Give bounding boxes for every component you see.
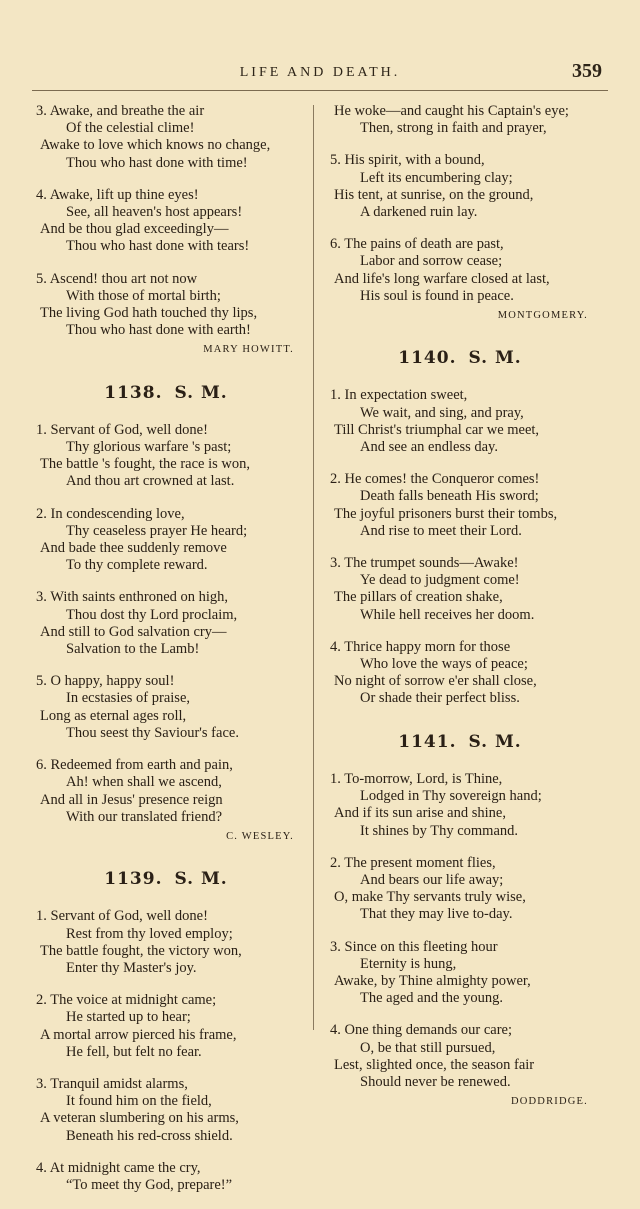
verse-line: 2. He comes! the Conqueror comes! [330,471,540,488]
stanza [32,589,300,658]
hymn-heading [326,731,594,752]
stanza [326,103,594,137]
verse-line: Should never be renewed. [360,1073,511,1090]
hymn-heading [32,871,300,888]
verse-line: The battle fought, the victory won, [40,942,242,959]
verse-line: A darkened ruin lay. [360,204,478,221]
right-column [326,103,594,1116]
verse-line: The living God hath touched thy lips, [40,305,258,322]
hymn-meter: S. M. [174,382,228,403]
verse-line: Left its encumbering clay; [360,169,513,186]
stanza [326,771,594,840]
verse-line: Ah! when shall we ascend, [66,774,222,791]
verse-line: And bears our life away; [360,871,504,888]
verse-line: Labor and sorrow cease; [360,253,503,270]
verse-line: Lodged in Thy sovereign hand; [360,788,542,805]
stanza [32,1160,300,1194]
running-title: LIFE AND DEATH. [239,65,401,80]
verse-line: 1. To-morrow, Lord, is Thine, [330,770,503,787]
verse-line: And bade thee suddenly remove [40,540,227,557]
verse-line: 3. Awake, and breathe the air [36,103,205,119]
verse-line: 5. O happy, happy soul! [36,673,175,690]
verse-line: 4. One thing demands our care; [330,1022,513,1039]
stanza [32,103,300,172]
verse-line: A mortal arrow pierced his frame, [40,1026,237,1043]
verse-line: The joyful prisoners burst their tombs, [334,505,558,522]
verse-line: And thou art crowned at last. [66,473,235,490]
verse-line: 6. The pains of death are past, [330,236,504,253]
stanza [32,673,300,742]
verse-line: And rise to meet their Lord. [360,522,522,539]
verse-line: And life's long warfare closed at last, [334,270,550,287]
verse-line: With our translated friend? [66,808,223,825]
hymn-meter: S. M. [468,348,522,369]
continued-hymn [32,103,300,359]
verse-line: Thou dost thy Lord proclaim, [66,606,238,623]
verse-line: Lest, slighted once, the season fair [334,1056,535,1073]
verse-line: Thy glorious warfare 's past; [66,439,232,456]
hymn-meter: S. M. [174,869,228,890]
hymn-number: 1140. [398,348,457,369]
verse-line: 5. Ascend! thou art not now [36,270,198,287]
verse-line: Long as eternal ages roll, [40,707,187,724]
stanza [32,908,300,977]
verse-line: 4. Awake, lift up thine eyes! [36,186,199,203]
stanza [32,757,300,826]
verse-line: 2. The present moment flies, [330,854,496,871]
verse-line: And see an endless day. [360,439,498,456]
stanza [326,1022,594,1091]
verse-line: Enter thy Master's joy. [66,959,197,976]
verse-line: Then, strong in faith and prayer, [360,120,547,137]
verse-line: With those of mortal birth; [66,287,221,304]
verse-line: Death falls beneath His sword; [360,488,539,505]
stanza [326,387,594,456]
page-header [0,60,640,88]
verse-line: His soul is found in peace. [360,287,514,304]
verse-line: 4. Thrice happy morn for those [330,638,511,655]
hymn-number: 1141. [398,731,457,752]
verse-line: 3. The trumpet sounds—Awake! [330,555,519,572]
stanza [32,506,300,575]
hymn-1138 [32,422,300,845]
stanza [32,271,300,340]
verse-line: Beneath his red-cross shield. [66,1127,233,1144]
verse-line: 3. With saints enthroned on high, [36,589,229,606]
verse-line: And all in Jesus' presence reign [40,791,223,808]
verse-line: To thy complete reward. [66,557,208,574]
verse-line: His tent, at sunrise, on the ground, [334,186,534,203]
verse-line: We wait, and sing, and pray, [360,404,524,421]
verse-line: Rest from thy loved employ; [66,925,233,942]
stanza [326,639,594,708]
verse-line: O, make Thy servants truly wise, [334,889,526,906]
verse-line: 4. At midnight came the cry, [36,1159,201,1176]
verse-line: Ye dead to judgment come! [360,572,520,589]
hymn-number: 1138. [104,382,163,403]
verse-line: Thou who hast done with tears! [66,238,250,255]
hymn-1139 [32,908,300,1194]
verse-line: 6. Redeemed from earth and pain, [36,757,233,774]
column-divider [313,105,314,1030]
stanza [32,187,300,256]
verse-line: And if its sun arise and shine, [334,805,506,822]
stanza [32,1076,300,1145]
left-column [32,103,300,1209]
verse-line: 5. His spirit, with a bound, [330,152,485,169]
verse-line: Of the celestial clime! [66,120,195,137]
verse-line: And still to God salvation cry— [40,623,227,640]
verse-line: And be thou glad exceedingly— [40,221,229,238]
stanza [326,555,594,624]
verse-line: Thy ceaseless prayer He heard; [66,522,248,539]
verse-line: 1. Servant of God, well done! [36,908,208,925]
stanza [326,236,594,305]
author-attribution: C. WESLEY. [226,830,294,842]
hymn-1141 [326,771,594,1110]
verse-line: While hell receives her doom. [360,606,535,623]
hymn-heading [32,382,300,403]
verse-line: 3. Tranquil amidst alarms, [36,1075,188,1092]
verse-line: He fell, but felt no fear. [66,1043,202,1060]
stanza [326,855,594,924]
verse-line: Till Christ's triumphal car we meet, [334,421,540,438]
stanza [32,992,300,1061]
verse-line: Salvation to the Lamb! [66,641,200,658]
verse-line: The battle 's fought, the race is won, [40,456,250,473]
header-rule [32,90,608,91]
verse-line: O, be that still pursued, [360,1039,496,1056]
stanza [326,152,594,221]
verse-line: Awake to love which knows no change, [40,137,271,154]
verse-line: “To meet thy God, prepare!” [66,1176,233,1193]
verse-line: See, all heaven's host appears! [66,204,243,221]
verse-line: That they may live to-day. [360,906,513,923]
stanza [326,471,594,540]
hymn-1140 [326,387,594,707]
verse-line: 2. In condescending love, [36,505,185,522]
verse-line: Thou seest thy Saviour's face. [66,724,239,741]
verse-line: Or shade their perfect bliss. [360,690,520,707]
verse-line: Who love the ways of peace; [360,656,528,673]
verse-line: 1. In expectation sweet, [330,387,468,404]
verse-line: A veteran slumbering on his arms, [40,1110,239,1127]
verse-line: Thou who hast done with earth! [66,322,251,339]
hymn-meter: S. M. [468,731,522,752]
stanza [326,939,594,1008]
verse-line: Awake, by Thine almighty power, [334,972,531,989]
verse-line: He started up to hear; [66,1009,191,1026]
verse-line: 3. Since on this fleeting hour [330,938,498,955]
verse-line: The aged and the young. [360,990,503,1007]
verse-line: He woke—and caught his Captain's eye; [334,103,569,119]
stanza [32,422,300,491]
author-attribution: DODDRIDGE. [510,1096,588,1108]
page-number: 359 [572,60,602,82]
verse-line: Eternity is hung, [360,955,457,972]
author-attribution: MONTGOMERY. [497,310,588,322]
continued-hymn [326,103,594,324]
verse-line: In ecstasies of praise, [66,690,191,707]
verse-line: Thou who hast done with time! [66,154,248,171]
author-attribution: MARY HOWITT. [203,344,294,356]
verse-line: 1. Servant of God, well done! [36,421,208,438]
hymn-number: 1139. [104,869,163,890]
verse-line: 2. The voice at midnight came; [36,992,217,1009]
hymn-heading [326,350,594,367]
verse-line: The pillars of creation shake, [334,589,503,606]
verse-line: It shines by Thy command. [360,822,519,839]
verse-line: No night of sorrow e'er shall close, [334,673,537,690]
verse-line: It found him on the field, [66,1093,212,1110]
